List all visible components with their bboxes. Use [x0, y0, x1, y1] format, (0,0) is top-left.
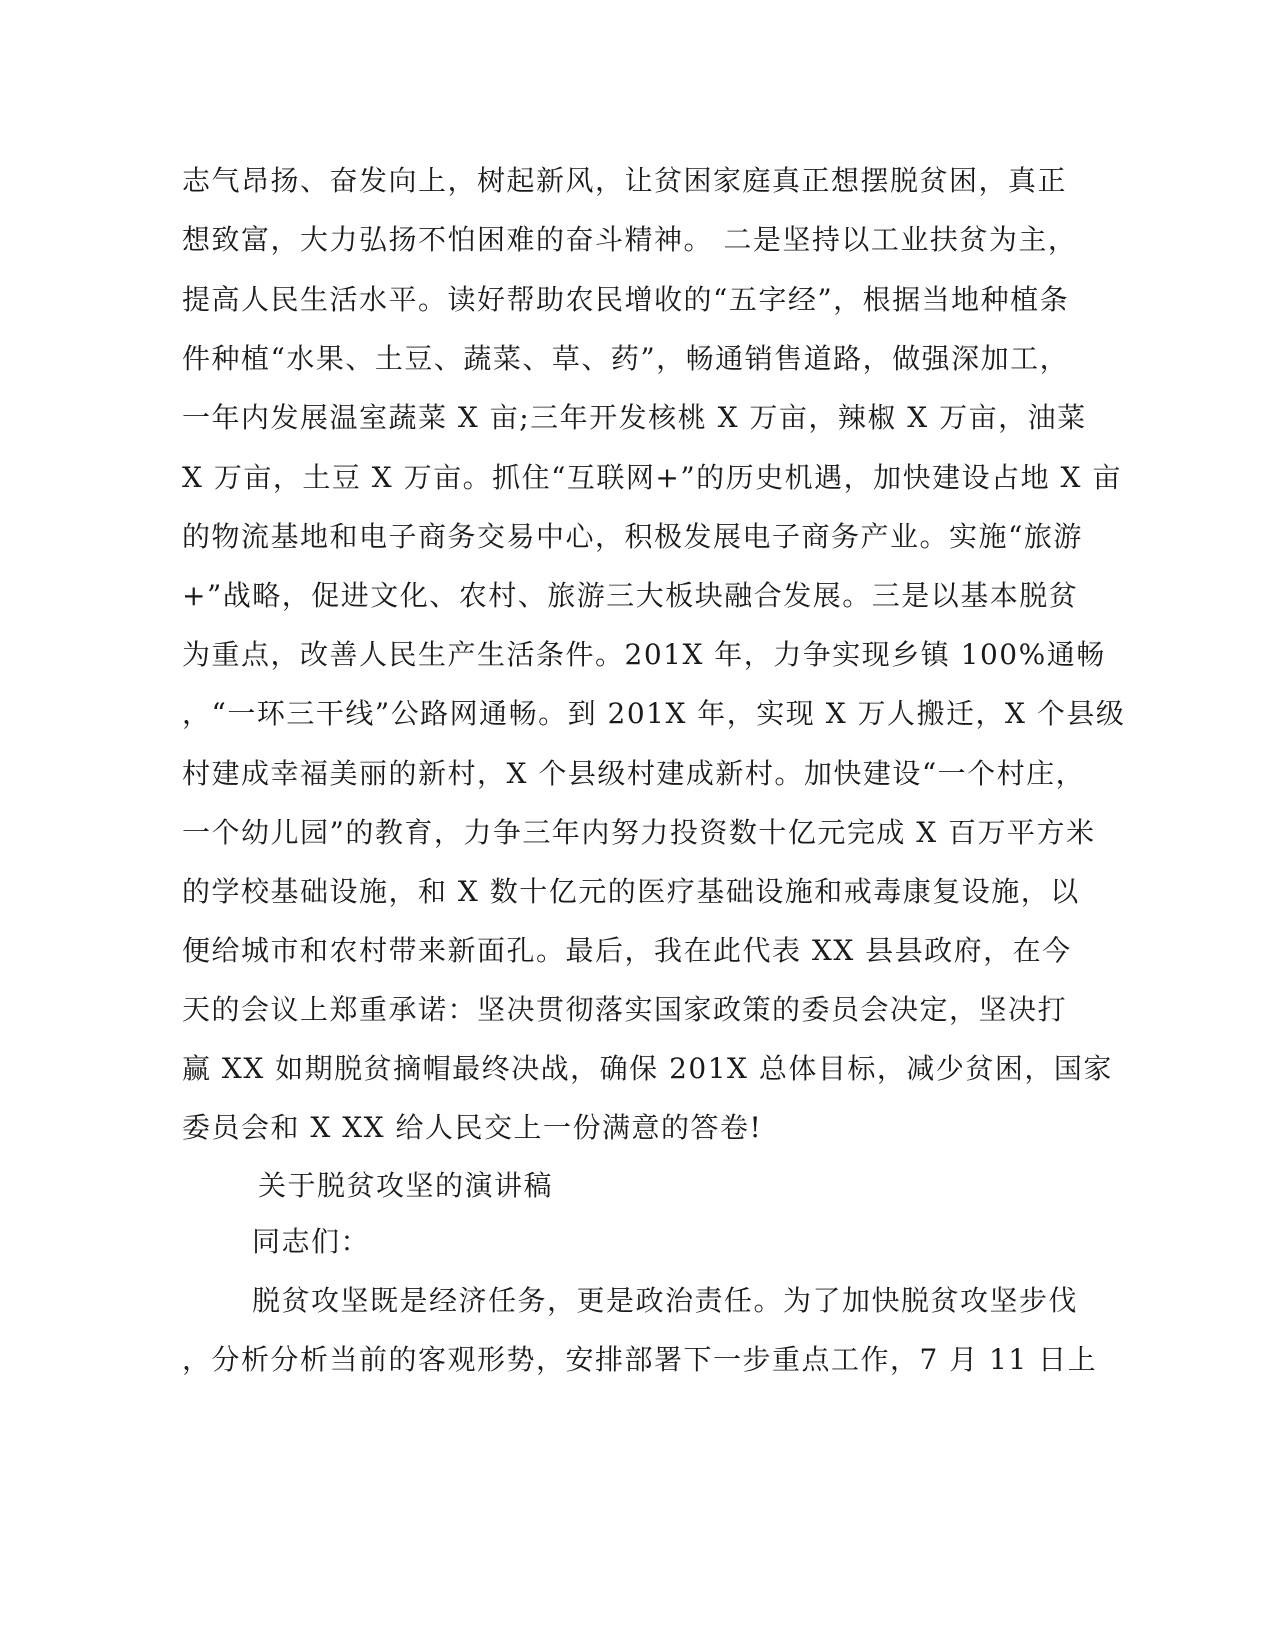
body-line: 一年内发展温室蔬菜 X 亩;三年开发核桃 X 万亩，辣椒 X 万亩，油菜 — [182, 401, 1087, 434]
body-line: 便给城市和农村带来新面孔。最后，我在此代表 XX 县县政府，在今 — [182, 934, 1072, 967]
body-line: 村建成幸福美丽的新村，X 个县级村建成新村。加快建设“一个村庄， — [182, 757, 1086, 790]
body-line: 件种植“水果、土豆、蔬菜、草、药”，畅通销售道路，做强深加工， — [182, 342, 1070, 375]
body-line: X 万亩，土豆 X 万亩。抓住“互联网+”的历史机遇，加快建设占地 X 亩 — [182, 461, 1122, 494]
salutation: 同志们： — [252, 1225, 371, 1258]
body-line: ，“一环三干线”公路网通畅。到 201X 年，实现 X 万人搬迁，X 个县级 — [182, 697, 1126, 730]
body-line: +”战略，促进文化、农村、旅游三大板块融合发展。三是以基本脱贫 — [182, 579, 1079, 612]
body-line: 想致富，大力弘扬不怕困难的奋斗精神。 二是坚持以工业扶贫为主， — [182, 223, 1078, 256]
body-line: ，分析分析当前的客观形势，安排部署下一步重点工作，7 月 11 日上 — [182, 1343, 1098, 1376]
body-line: 委员会和 X XX 给人民交上一份满意的答卷! — [182, 1111, 763, 1144]
speech-title: 关于脱贫攻坚的演讲稿 — [258, 1169, 554, 1202]
body-line: 志气昂扬、奋发向上，树起新风，让贫困家庭真正想摆脱贫困，真正 — [182, 164, 1068, 197]
body-line: 的学校基础设施，和 X 数十亿元的医疗基础设施和戒毒康复设施，以 — [182, 875, 1080, 908]
body-line: 脱贫攻坚既是经济任务，更是政治责任。为了加快脱贫攻坚步伐 — [252, 1284, 1079, 1317]
body-line: 的物流基地和电子商务交易中心，积极发展电子商务产业。实施“旅游 — [182, 520, 1083, 553]
body-line: 一个幼儿园”的教育，力争三年内努力投资数十亿元完成 X 百万平方米 — [182, 816, 1096, 849]
body-line: 赢 XX 如期脱贫摘帽最终决战，确保 201X 总体目标，减少贫困，国家 — [182, 1052, 1113, 1085]
body-line: 提高人民生活水平。读好帮助农民增收的“五字经”，根据当地种植条 — [182, 283, 1070, 316]
body-line: 为重点，改善人民生产生活条件。201X 年，力争实现乡镇 100%通畅 — [182, 638, 1106, 671]
body-line: 天的会议上郑重承诺：坚决贯彻落实国家政策的委员会决定，坚决打 — [182, 993, 1068, 1026]
